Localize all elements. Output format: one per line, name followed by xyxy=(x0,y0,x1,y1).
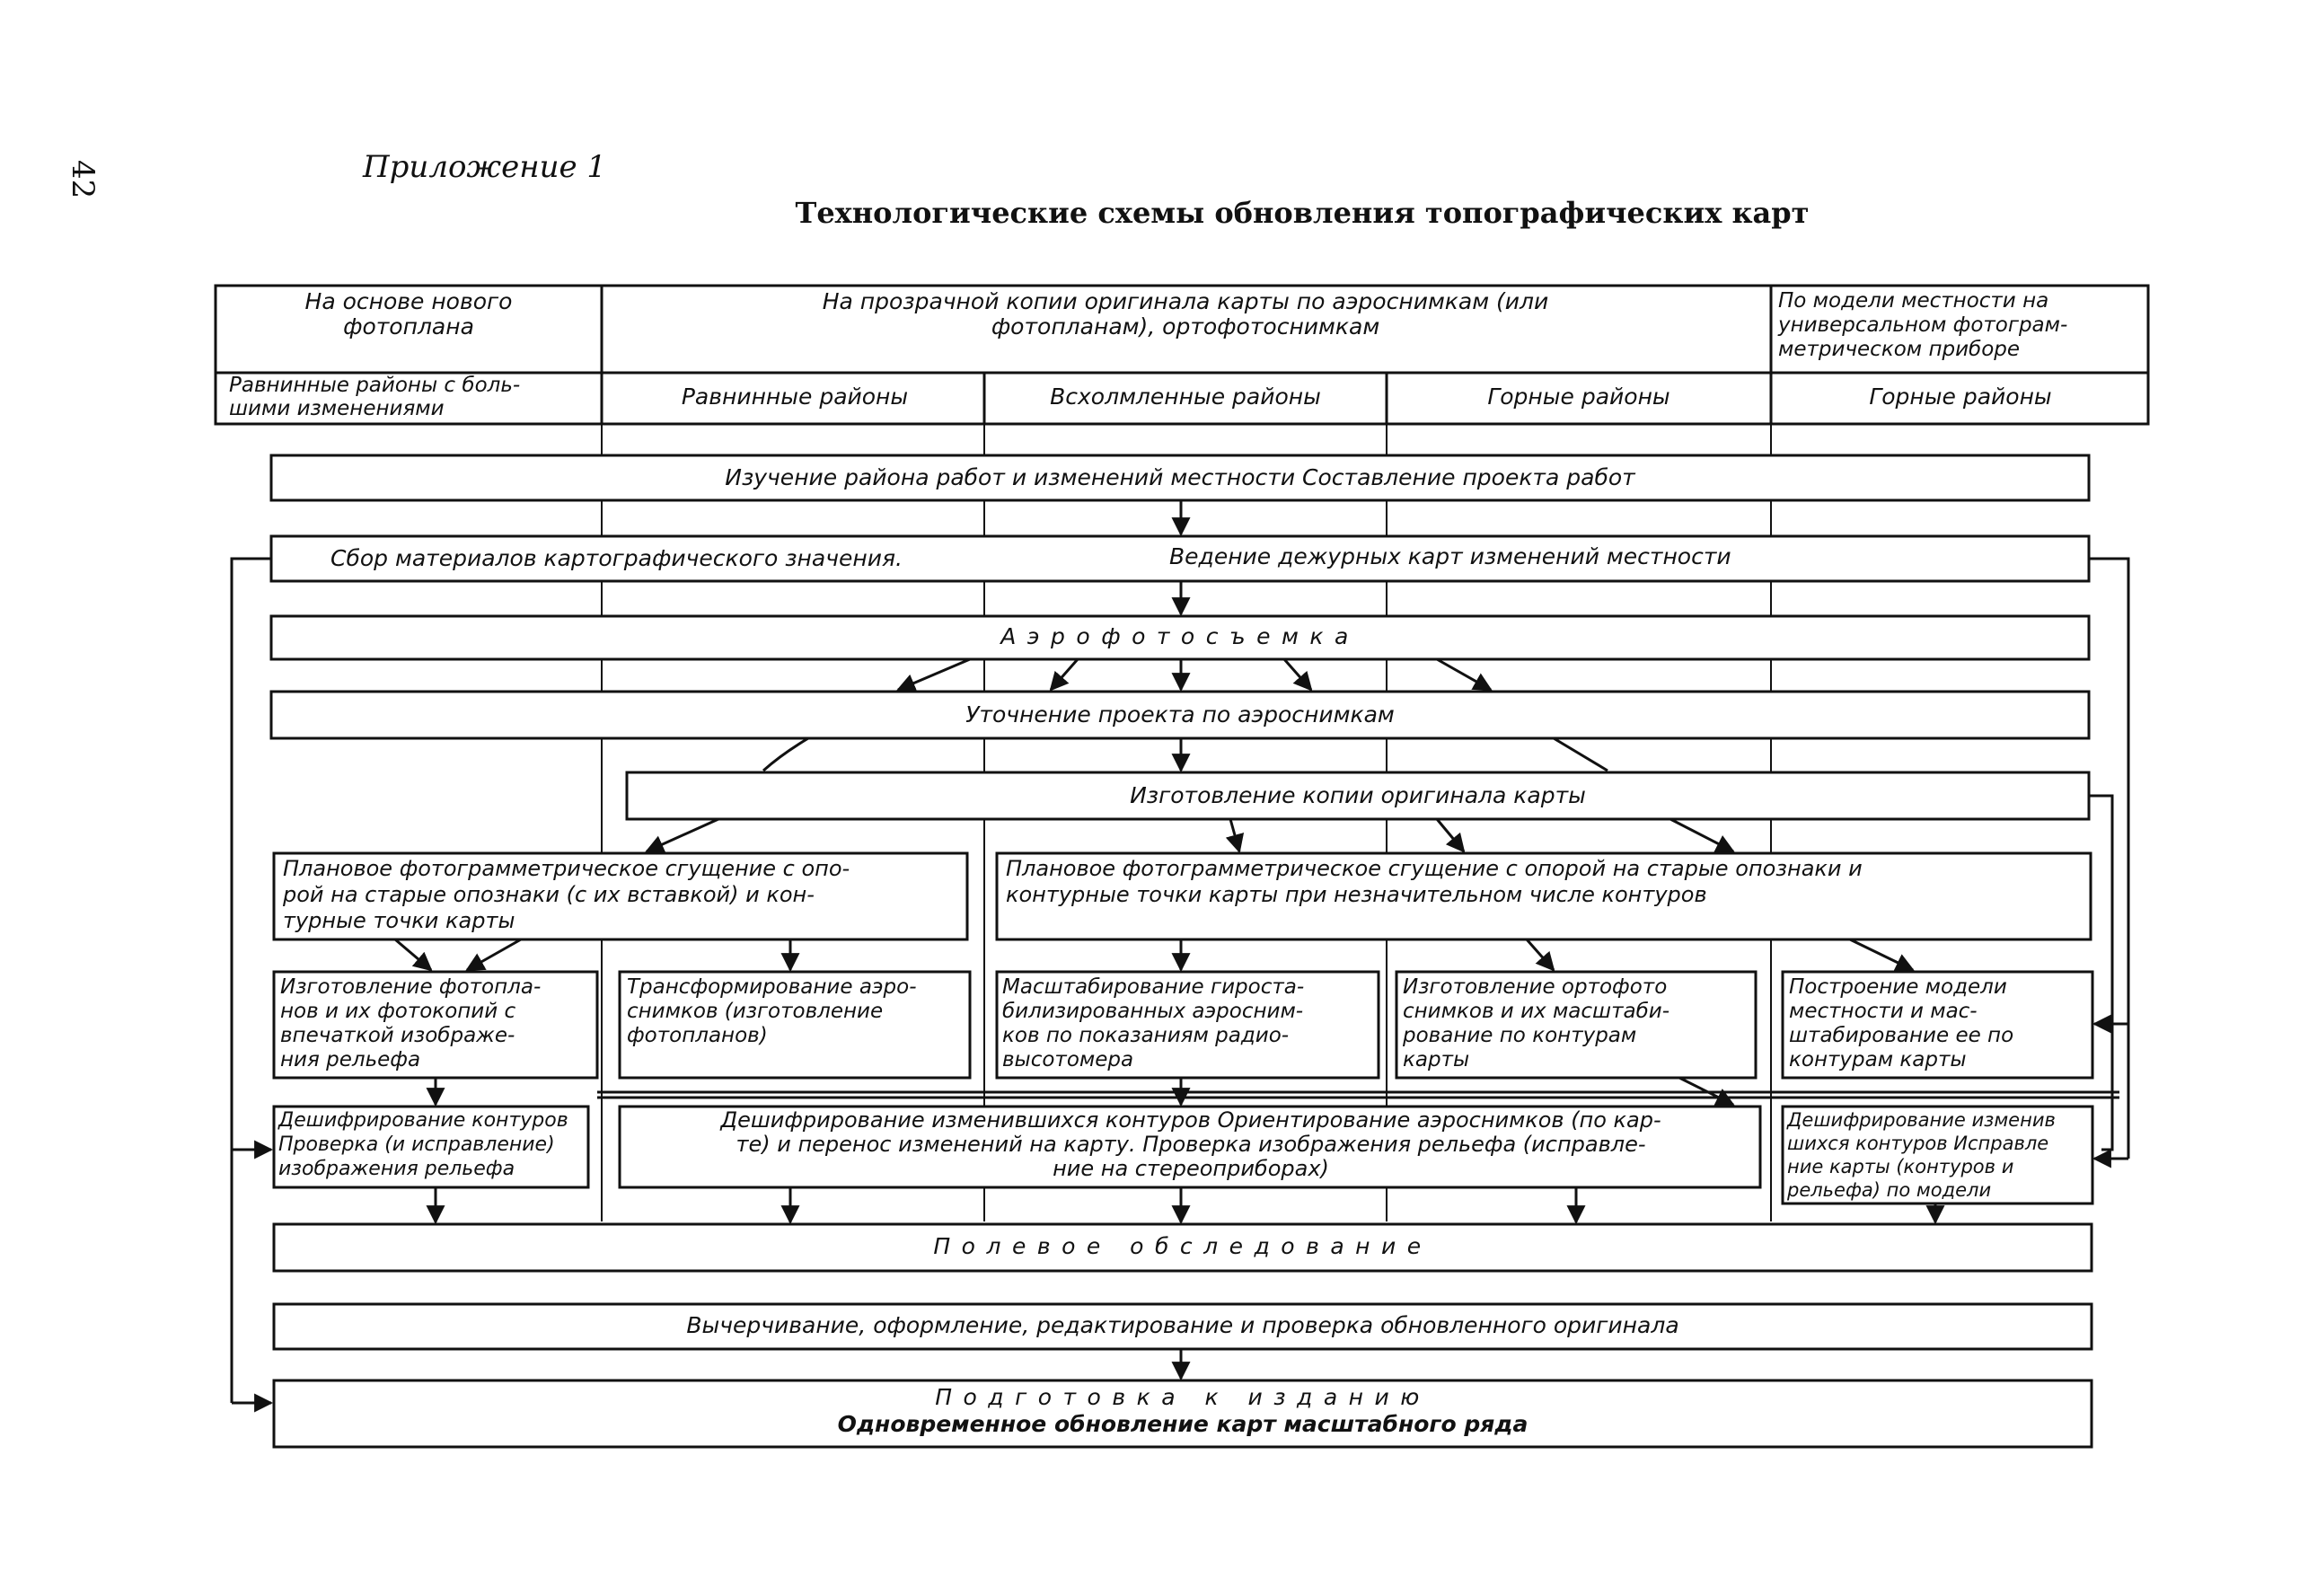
header-region-mountain: Горные районы xyxy=(1487,384,1670,410)
step-densify-b: Плановое фотограмметрическое сгущение с опорой на старые опознаки и контурные точки карты при незначительном числе контуров xyxy=(1006,856,1863,907)
page-number: 42 xyxy=(65,160,101,199)
step-scaling: Масштабирование гироста- билизированных аэросним- ков по показаниям радио- высотомера xyxy=(1002,975,1305,1071)
step-refine: Уточнение проекта по аэроснимкам xyxy=(965,701,1395,727)
step-field: Полевое обследование xyxy=(933,1233,1432,1259)
step-decipher-a: Дешифрирование контуров Проверка (и исправление) изображения рельефа xyxy=(278,1109,568,1180)
page-title: Технологические схемы обновления топографических карт xyxy=(795,196,1810,230)
step-transform: Трансформирование аэро- снимков (изготовление фотопланов) xyxy=(627,975,917,1047)
header-region-flat: Равнинные районы xyxy=(681,384,909,410)
header-method-transparent-copy: На прозрачной копии оригинала карты по аэроснимкам (или фотопланам), ортофотоснимкам xyxy=(822,288,1549,339)
step-duty-maps: Ведение дежурных карт изменений местности xyxy=(1169,543,1731,569)
step-copy: Изготовление копии оригинала карты xyxy=(1130,782,1586,808)
step-drafting: Вычерчивание, оформление, редактирование и проверка обновленного оригинала xyxy=(686,1312,1679,1338)
step-model-build: Построение модели местности и мас- штабирование ее по контурам карты xyxy=(1789,975,2014,1071)
step-orthophoto: Изготовление ортофото снимков и их масштаби- рование по контурам карты xyxy=(1403,975,1670,1071)
step-aerial: Аэрофотосъемка xyxy=(1000,623,1360,649)
step-densify-a: Плановое фотограмметрическое сгущение с опо- рой на старые опознаки (с их вставкой) и кон- турные точки карты xyxy=(283,856,850,933)
step-photoplans: Изготовление фотопла- нов и их фотокопий с впечаткой изображе- ния рельефа xyxy=(280,975,542,1071)
header-method-terrain-model: По модели местности на универсальном фотограм- метрическом приборе xyxy=(1778,289,2068,361)
header-region-mountain-model: Горные районы xyxy=(1869,384,2052,410)
header-region-flat-big-changes: Равнинные районы с боль- шими изменениями xyxy=(229,374,521,420)
step-publish: Подготовка к изданию xyxy=(935,1384,1431,1410)
appendix-label: Приложение 1 xyxy=(363,149,607,185)
header-region-hilly: Всхолмленные районы xyxy=(1050,384,1321,410)
header-method-new-photoplan: На основе нового фотоплана xyxy=(304,288,513,339)
step-simultaneous: Одновременное обновление карт масштабного ряда xyxy=(837,1411,1529,1437)
step-study: Изучение района работ и изменений местности Составление проекта работ xyxy=(725,464,1635,490)
step-decipher-c: Дешифрирование изменив шихся контуров Исправле ние карты (контуров и рельефа) по модели xyxy=(1787,1109,2056,1201)
step-decipher-b: Дешифрирование изменившихся контуров Ориентирование аэроснимков (по кар- те) и перенос изменений на карту. Проверка изображения рельефа (исправле- ние на стереоприборах) xyxy=(720,1107,1661,1181)
step-collect: Сбор материалов картографического значения. xyxy=(330,545,903,571)
